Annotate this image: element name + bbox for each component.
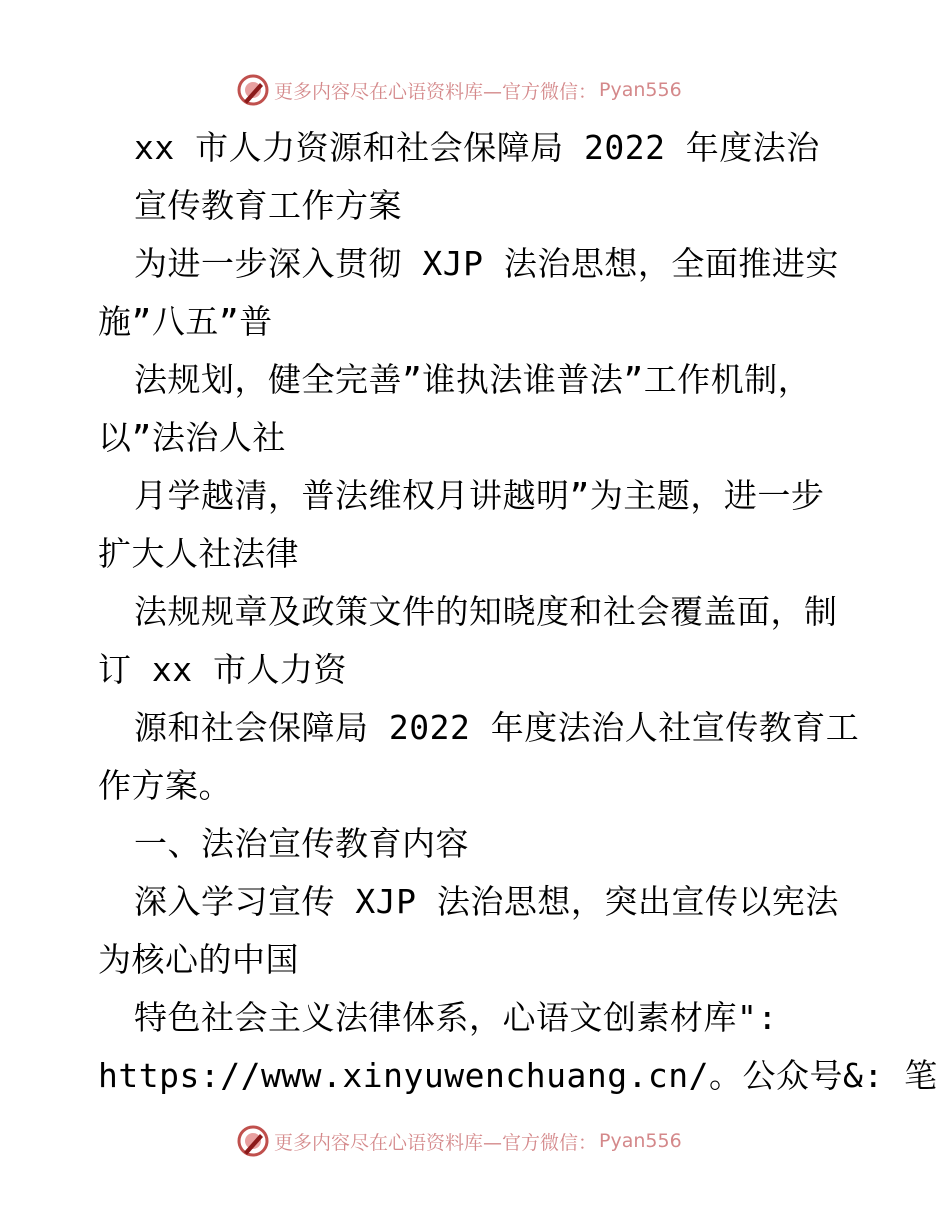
watermark-text: 更多内容尽在心语资料库—官方微信：	[274, 80, 598, 103]
paragraph-line: 源和社会保障局 2022 年度法治人社宣传教育工	[134, 708, 860, 747]
paragraph-line: 以”法治人社	[98, 418, 286, 457]
pen-circle-logo-icon	[236, 73, 270, 107]
paragraph-line: https://www.xinyuwenchuang.cn/。公众号&: 笔	[98, 1056, 938, 1095]
paragraph-line: 特色社会主义法律体系，心语文创素材库":	[134, 998, 778, 1037]
watermark-wechat-id: Pyan556	[599, 1130, 682, 1152]
section-heading: 一、法治宣传教育内容	[134, 824, 469, 863]
paragraph-line: 月学越清，普法维权月讲越明”为主题，进一步	[134, 476, 825, 515]
paragraph-line: 扩大人社法律	[98, 534, 299, 573]
paragraph-line: 为进一步深入贯彻 XJP 法治思想，全面推进实	[134, 244, 839, 283]
paragraph-line: 订 xx 市人力资	[98, 650, 347, 689]
watermark-wechat-id: Pyan556	[599, 79, 682, 101]
paragraph-line: 法规规章及政策文件的知晓度和社会覆盖面，制	[134, 592, 838, 631]
paragraph-line: 作方案。	[98, 766, 232, 805]
paragraph-line: 施”八五”普	[98, 302, 273, 341]
paragraph-line: 深入学习宣传 XJP 法治思想，突出宣传以宪法	[134, 882, 839, 921]
paragraph-line: 法规划，健全完善”谁执法谁普法”工作机制，	[134, 360, 812, 399]
pen-circle-logo-icon	[236, 1124, 270, 1158]
header-watermark	[236, 72, 716, 108]
doc-title-line: xx 市人力资源和社会保障局 2022 年度法治	[134, 128, 820, 167]
watermark-text: 更多内容尽在心语资料库—官方微信：	[274, 1131, 598, 1154]
paragraph-line: 为核心的中国	[98, 940, 299, 979]
footer-watermark	[236, 1123, 716, 1159]
doc-title-line: 宣传教育工作方案	[134, 186, 402, 225]
